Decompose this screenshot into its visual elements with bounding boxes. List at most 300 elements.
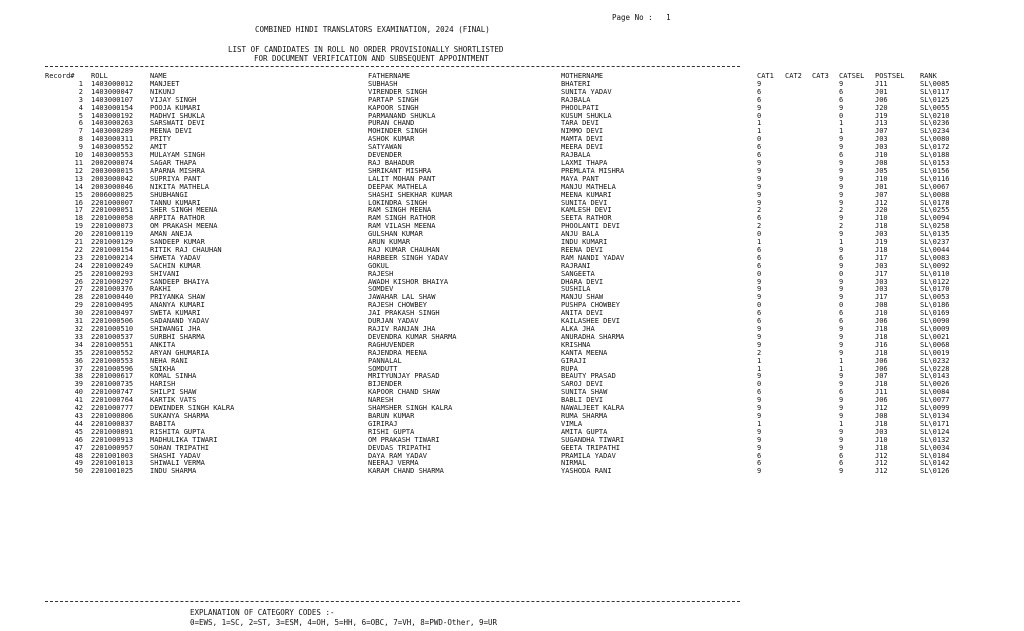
cell-fathername: JAWAHAR LAL SHAW [368,293,436,302]
cell-mothername: SUNITA YADAV [561,87,612,96]
cell-mothername: MEENA KUMARI [561,190,612,199]
cell-roll: 2201000957 [91,443,134,452]
col-header-name: NAME [150,72,167,80]
cell-roll: 1403000012 [91,79,134,88]
table-row [45,263,970,271]
cell-roll: 2201000596 [91,364,134,373]
cell-postsel: J06 [875,356,888,365]
cell-roll: 1403000289 [91,127,134,136]
cell-cat2 [785,437,812,445]
cell-rank: SL\0258 [920,222,950,231]
cell-cat1: 9 [757,427,762,436]
cell-record: 28 [74,293,83,302]
cell-name: SHIWANGI JHA [150,325,201,333]
cell-cat3 [812,358,839,366]
cell-record: 35 [74,348,83,357]
cell-cat2 [785,176,812,184]
cell-cat3 [812,271,839,279]
cell-roll: 2201000553 [91,356,134,365]
cell-postsel: J03 [875,285,888,294]
cell-fathername: NEERAJ VERMA [368,459,419,468]
cell-roll: 2201000913 [91,435,134,444]
cell-mothername: GIRAJI [561,356,587,365]
candidates-table [45,73,970,476]
cell-cat1: 9 [757,396,762,405]
cell-cat1: 6 [757,214,762,223]
cell-roll: 2201001003 [91,451,134,460]
cell-cat3 [812,342,839,350]
cell-postsel: J12 [875,467,888,476]
cell-cat2 [785,413,812,421]
cell-cat3 [812,239,839,247]
cell-rank: SL\0068 [920,340,950,349]
cell-roll: 2201000376 [91,285,134,294]
cell-name: SANDEEP BHAIYA [150,277,210,286]
cell-record: 33 [74,332,83,341]
cell-rank: SL\0110 [920,269,950,278]
cell-fathername: PANNALAL [368,356,402,365]
cell-name: NEHA RANI [150,356,188,365]
cell-name: ANANYA KUMARI [150,301,205,310]
cell-fathername: ARUN KUMAR [368,238,411,247]
cell-catsel: 6 [839,451,844,460]
table-body [45,81,970,476]
document-title: COMBINED HINDI TRANSLATORS EXAMINATION, 2024 (FINAL) [255,25,490,34]
cell-roll: 2002000074 [91,158,134,167]
cell-catsel: 1 [839,356,844,365]
cell-mothername: GEETA TRIPATHI [561,443,621,452]
cell-cat2 [785,184,812,192]
cell-cat3 [812,279,839,287]
cell-cat3 [812,460,839,468]
cell-record: 34 [74,340,83,349]
cell-rank: SL\0044 [920,245,950,254]
cell-mothername: PUSHPA CHOWBEY [561,301,621,310]
cell-cat3 [812,263,839,271]
cell-name: ARPITA RATHOR [150,214,205,223]
cell-cat3 [812,231,839,239]
cell-postsel: J06 [875,95,888,104]
col-header-catsel: CATSEL [839,72,865,80]
cell-cat3 [812,429,839,437]
cell-name: SHER SINGH MEENA [150,206,218,215]
cell-cat2 [785,366,812,374]
cell-cat2 [785,271,812,279]
cell-rank: SL\0021 [920,332,950,341]
cell-roll: 2201000007 [91,198,134,207]
cell-cat1: 6 [757,253,762,262]
cell-catsel: 9 [839,174,844,183]
cell-mothername: MANJU SHAW [561,293,604,302]
cell-mothername: SUNITA SHAW [561,388,608,397]
cell-postsel: J12 [875,198,888,207]
cell-postsel: J18 [875,325,888,333]
cell-catsel: 9 [839,245,844,254]
cell-cat1: 9 [757,340,762,349]
col-header-fathername: FATHERNAME [368,72,411,80]
cell-record: 8 [78,135,83,144]
cell-cat2 [785,231,812,239]
cell-cat3 [812,89,839,97]
cell-catsel: 6 [839,317,844,326]
cell-fathername: NARESH [368,396,394,405]
cell-record: 16 [74,198,83,207]
cell-catsel: 9 [839,166,844,175]
cell-fathername: HARBEER SINGH YADAV [368,253,449,262]
cell-cat2 [785,294,812,302]
cell-roll: 2201000051 [91,206,134,215]
cell-cat3 [812,105,839,113]
cell-name: TANNU KUMARI [150,198,201,207]
cell-mothername: ANITA DEVI [561,309,604,318]
cell-cat1: 9 [757,443,762,452]
cell-mothername: RUMA SHARMA [561,411,608,420]
cell-postsel: J07 [875,127,888,136]
cell-fathername: BIJENDER [368,380,402,389]
cell-cat3 [812,318,839,326]
cell-rank: SL\0236 [920,119,950,128]
cell-cat3 [812,326,839,334]
cell-cat3 [812,421,839,429]
cell-rank: SL\0172 [920,143,950,152]
cell-name: SUPRIYA PANT [150,174,201,183]
cell-cat1: 9 [757,372,762,381]
cell-fathername: BARUN KUMAR [368,411,415,420]
cell-cat1: 2 [757,206,762,215]
cell-cat3 [812,405,839,413]
cell-fathername: DURJAN YADAV [368,317,419,326]
cell-cat2 [785,389,812,397]
cell-rank: SL\0153 [920,158,950,167]
cell-postsel: J20 [875,103,888,112]
cell-name: SHWETA YADAV [150,253,201,262]
table-row [45,81,970,89]
cell-cat1: 0 [757,111,762,120]
cell-rank: SL\0232 [920,356,950,365]
cell-postsel: J18 [875,380,888,389]
col-header-postsel: POSTSEL [875,72,905,80]
cell-catsel: 9 [839,325,844,333]
cell-name: SANDEEP KUMAR [150,238,205,247]
page-number: Page No : 1 [612,13,671,22]
cell-name: VIJAY SINGH [150,95,197,104]
cell-postsel: J08 [875,411,888,420]
cell-postsel: J18 [875,419,888,428]
cell-mothername: ANJU BALA [561,230,599,239]
cell-fathername: JAI PRAKASH SINGH [368,309,440,318]
cell-catsel: 2 [839,206,844,215]
cell-roll: 2201000119 [91,230,134,239]
cell-roll: 2201000806 [91,411,134,420]
cell-mothername: REENA DEVI [561,245,604,254]
col-header-record: Record# [45,72,75,80]
cell-cat3 [812,81,839,89]
cell-rank: SL\0178 [920,198,950,207]
cell-name: INDU SHARMA [150,467,197,476]
cell-catsel: 0 [839,301,844,310]
cell-postsel: J10 [875,435,888,444]
cell-fathername: RISHI GUPTA [368,427,415,436]
cell-postsel: J19 [875,238,888,247]
cell-rank: SL\0132 [920,435,950,444]
cell-cat2 [785,334,812,342]
cell-name: RITIK RAJ CHAUHAN [150,245,222,254]
cell-cat3 [812,381,839,389]
cell-cat2 [785,152,812,160]
cell-catsel: 9 [839,293,844,302]
cell-cat2 [785,97,812,105]
cell-roll: 2201000837 [91,419,134,428]
cell-postsel: J06 [875,396,888,405]
cell-catsel: 9 [839,135,844,144]
cell-rank: SL\0088 [920,190,950,199]
cell-record: 30 [74,309,83,318]
cell-mothername: BHATERI [561,79,591,88]
cell-catsel: 1 [839,238,844,247]
cell-roll: 2201000552 [91,348,134,357]
cell-cat1: 9 [757,435,762,444]
cell-mothername: PREMLATA MISHRA [561,166,625,175]
cell-cat1: 1 [757,127,762,136]
cell-catsel: 6 [839,151,844,160]
cell-catsel: 1 [839,127,844,136]
cell-postsel: J03 [875,277,888,286]
cell-name: SARSWATI DEVI [150,119,205,128]
cell-catsel: 9 [839,372,844,381]
cell-cat3 [812,97,839,105]
cell-catsel: 9 [839,380,844,389]
cell-name: RAKHI [150,285,172,294]
cell-catsel: 9 [839,277,844,286]
cell-name: APARNA MISHRA [150,166,205,175]
cell-record: 44 [74,419,83,428]
cell-catsel: 6 [839,87,844,96]
cell-cat2 [785,468,812,476]
cell-fathername: DEVENDER [368,151,402,160]
cell-record: 50 [74,467,83,476]
cell-postsel: J16 [875,340,888,349]
cell-fathername: SOMDEV [368,285,394,294]
cell-cat1: 6 [757,451,762,460]
cell-rank: SL\0135 [920,230,950,239]
col-header-roll: ROLL [91,72,108,80]
cell-roll: 2003000015 [91,166,134,175]
cell-cat1: 9 [757,158,762,167]
cell-cat2 [785,144,812,152]
cell-mothername: ALKA JHA [561,325,595,333]
cell-name: SUKANYA SHARMA [150,411,210,420]
cell-cat2 [785,397,812,405]
subtitle-line-2: FOR DOCUMENT VERIFICATION AND SUBSEQUENT APPOINTMENT [254,54,489,63]
cell-record: 40 [74,388,83,397]
cell-fathername: RAM VILASH MEENA [368,222,436,231]
cell-cat1: 9 [757,332,762,341]
cell-cat1: 9 [757,79,762,88]
cell-name: ARYAN GHUMARIA [150,348,210,357]
cell-fathername: SOMDUTT [368,364,398,373]
cell-catsel: 9 [839,435,844,444]
cell-mothername: LAXMI THAPA [561,158,608,167]
cell-record: 12 [74,166,83,175]
cell-catsel: 9 [839,190,844,199]
cell-postsel: J13 [875,119,888,128]
cell-mothername: NIMMO DEVI [561,127,604,136]
cell-catsel: 9 [839,404,844,413]
cell-cat2 [785,310,812,318]
cell-rank: SL\0134 [920,411,950,420]
cell-mothername: PHOOLANTI DEVI [561,222,621,231]
cell-cat1: 6 [757,388,762,397]
cell-cat1: 1 [757,356,762,365]
cell-postsel: J11 [875,388,888,397]
cell-catsel: 9 [839,340,844,349]
cell-catsel: 9 [839,79,844,88]
cell-cat3 [812,247,839,255]
cell-cat2 [785,302,812,310]
cell-name: MEENA DEVI [150,127,193,136]
cell-cat3 [812,389,839,397]
cell-catsel: 6 [839,253,844,262]
cell-mothername: PRAMILA YADAV [561,451,616,460]
cell-name: RISHITA GUPTA [150,427,205,436]
cell-roll: 2201000891 [91,427,134,436]
cell-cat1: 9 [757,293,762,302]
cell-catsel: 9 [839,285,844,294]
cell-postsel: J03 [875,135,888,144]
cell-cat2 [785,405,812,413]
cell-catsel: 6 [839,95,844,104]
cell-name: MULAYAM SINGH [150,151,205,160]
cell-postsel: J12 [875,451,888,460]
cell-mothername: TARA DEVI [561,119,599,128]
cell-roll: 2201000154 [91,245,134,254]
cell-cat1: 0 [757,269,762,278]
table-row [45,468,970,476]
cell-cat3 [812,136,839,144]
cell-cat2 [785,105,812,113]
cell-rank: SL\0124 [920,427,950,436]
cell-rank: SL\0094 [920,214,950,223]
cell-cat2 [785,421,812,429]
cell-postsel: J18 [875,443,888,452]
cell-cat2 [785,373,812,381]
cell-cat2 [785,200,812,208]
cell-mothername: NIRMAL [561,459,587,468]
cell-catsel: 6 [839,388,844,397]
cell-roll: 2003000046 [91,182,134,191]
cell-mothername: BABLI DEVI [561,396,604,405]
cell-roll: 2201001025 [91,467,134,476]
cell-catsel: 2 [839,222,844,231]
cell-rank: SL\0080 [920,135,950,144]
cell-postsel: J10 [875,214,888,223]
cell-cat3 [812,215,839,223]
cell-roll: 2201001013 [91,459,134,468]
cell-cat3 [812,113,839,121]
cell-record: 2 [78,87,83,96]
cell-cat3 [812,334,839,342]
explanation-codes: 0=EWS, 1=SC, 2=ST, 3=ESM, 4=OH, 5=HH, 6=OBC, 7=VH, 8=PWD-Other, 9=UR [190,618,498,627]
cell-cat2 [785,223,812,231]
cell-cat1: 9 [757,285,762,294]
cell-fathername: SHAMSHER SINGH KALRA [368,404,453,413]
cell-name: SHUBHANGI [150,190,188,199]
cell-rank: SL\0053 [920,293,950,302]
cell-mothername: SANGEETA [561,269,595,278]
cell-fathername: DAYA RAM YADAV [368,451,428,460]
cell-cat1: 1 [757,238,762,247]
cell-record: 48 [74,451,83,460]
cell-cat1: 9 [757,190,762,199]
cell-mothername: SUSHILA [561,285,591,294]
cell-cat3 [812,468,839,476]
cell-rank: SL\0026 [920,380,950,389]
cell-postsel: J01 [875,87,888,96]
cell-cat1: 9 [757,277,762,286]
cell-rank: SL\0237 [920,238,950,247]
cell-roll: 1403000553 [91,151,134,160]
cell-catsel: 9 [839,103,844,112]
cell-roll: 2201000249 [91,261,134,270]
cell-cat2 [785,215,812,223]
cell-fathername: RAJ KUMAR CHAUHAN [368,245,440,254]
cell-rank: SL\0116 [920,174,950,183]
cell-postsel: J06 [875,364,888,373]
cell-name: SHASHI YADAV [150,451,201,460]
cell-record: 45 [74,427,83,436]
cell-postsel: J08 [875,301,888,310]
cell-rank: SL\0188 [920,151,950,160]
cell-name: PRIYANKA SHAW [150,293,205,302]
cell-fathername: KARAM CHAND SHARMA [368,467,444,476]
cell-cat3 [812,437,839,445]
table-row [45,373,970,381]
cell-postsel: J12 [875,404,888,413]
cell-mothername: INDU KUMARI [561,238,608,247]
cell-name: SHILPI SHAW [150,388,197,397]
cell-rank: SL\0186 [920,301,950,310]
cell-cat3 [812,144,839,152]
cell-postsel: J07 [875,190,888,199]
cell-rank: SL\0156 [920,166,950,175]
cell-postsel: J06 [875,317,888,326]
cell-rank: SL\0084 [920,388,950,397]
cell-roll: 2201000214 [91,253,134,262]
cell-cat1: 0 [757,301,762,310]
cell-cat2 [785,429,812,437]
cell-cat1: 2 [757,222,762,231]
cell-mothername: MANJU MATHELA [561,182,616,191]
cell-cat2 [785,279,812,287]
cell-cat2 [785,358,812,366]
cell-mothername: RAM NANDI YADAV [561,253,625,262]
cell-cat2 [785,255,812,263]
cell-mothername: BEAUTY PRASAD [561,372,616,381]
cell-roll: 2201000735 [91,380,134,389]
cell-cat1: 9 [757,166,762,175]
cell-rank: SL\0092 [920,261,950,270]
cell-mothername: KRISHNA [561,340,591,349]
cell-cat2 [785,81,812,89]
cell-record: 15 [74,190,83,199]
cell-cat1: 9 [757,404,762,413]
cell-name: MADHVI SHUKLA [150,111,205,120]
cell-mothername: RAJBALA [561,151,591,160]
cell-fathername: LALIT MOHAN PANT [368,174,436,183]
cell-cat1: 6 [757,261,762,270]
cell-fathername: RAJENDRA MEENA [368,348,428,357]
cell-catsel: 9 [839,332,844,341]
